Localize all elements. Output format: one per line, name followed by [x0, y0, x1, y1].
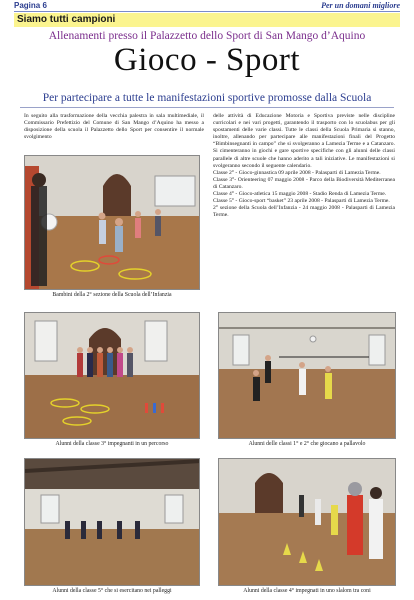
photo-caption: Bambini della 2° sezione della Scuola dell’Infanzia [52, 292, 172, 298]
article-headline: Per partecipare a tutte le manifestazioni sportive promosse dalla Scuola [42, 92, 372, 104]
photo-class-4 [218, 458, 396, 586]
left-column-text: In seguito alla trasformazione della vecchia palestra in sala multimediale, il Commissario Prefettizio del Comune di San Mango d’Aquino ha messo a disposizione della scuola il Palazzetto dello Sport per consentire il normale svolgimento [24, 113, 204, 141]
page-number: Pagina 6 [14, 1, 47, 10]
photo-class-3 [24, 312, 200, 439]
schedule-item: Classe 3°- Orienteering 07 maggio 2008 - Parco della Biodiversità Mediterranea di Catanzaro. [213, 176, 395, 190]
gym-photo-illustration [25, 313, 200, 439]
headline-divider [20, 107, 394, 108]
section-banner-text: Siamo tutti campioni [17, 14, 116, 25]
photo-caption: Alunni della classe 3° impegnanti in un percorso [55, 441, 169, 447]
article-title: Gioco - Sport [113, 42, 301, 78]
schedule-item: 2° sezione della Scuola dell’Infanzia - 24 maggio 2008 - Palasparti di Lamezia Terme. [213, 205, 395, 219]
page-header [0, 0, 414, 11]
schedule-item: Classe 4° - Gioco-atletica 15 maggio 2008 - Stadio Renda di Lamezia Terme. [213, 191, 387, 198]
gym-photo-illustration [25, 156, 200, 290]
photo-volleyball [218, 312, 396, 439]
photo-class-5 [24, 458, 200, 586]
photo-caption: Alunni delle classi 1° e 2° che giocano a pallavolo [248, 441, 366, 447]
gym-photo-illustration [25, 459, 200, 586]
newsletter-tagline: Per un domani migliore [321, 1, 400, 10]
gym-photo-illustration [219, 313, 396, 439]
article-subtitle: Allenamenti presso il Palazzetto dello Sport di San Mango d’Aquino [48, 30, 366, 42]
photo-caption: Alunni della classe 5° che si esercitano nei palleggi [52, 588, 172, 594]
right-column [213, 113, 395, 219]
schedule-item: Classe 2° - Gioco-ginnastica 09 aprile 2008 - Palasparti di Lamezia Terme. [213, 169, 381, 176]
photo-caption: Alunni della classe 4° impegnati in uno slalom tra coni [243, 588, 371, 594]
photo-kindergarten [24, 155, 200, 290]
header-divider [14, 11, 400, 12]
gym-photo-illustration [219, 459, 396, 586]
section-banner [14, 13, 400, 27]
schedule-item: Classe 5° - Gioco-sport “basket” 23 aprile 2008 - Palasparti di Lamezia Terme. [213, 198, 390, 205]
right-column-paragraph: delle attività di Educazione Motoria e Sportiva previste nelle discipline curricolari e nei vari progetti, garantendo il trasporto con lo scuolabus per gli spostamenti delle varie classi. Tutte le classi della Scuola Primaria si stanno, inoltre, allenando per partecipare alle manifestazioni finali del Progetto “Bimbinsegnanti in campo” che si svolgeranno a Lamezia Terme e a Catanzaro. Si cimenteranno in giochi e gare sportive specifiche con gli alunni delle classi parallele di altre scuole che hanno aderito a tali iniziative. Le manifestazioni si svolgeranno secondo il seguente calendario. [213, 113, 395, 169]
